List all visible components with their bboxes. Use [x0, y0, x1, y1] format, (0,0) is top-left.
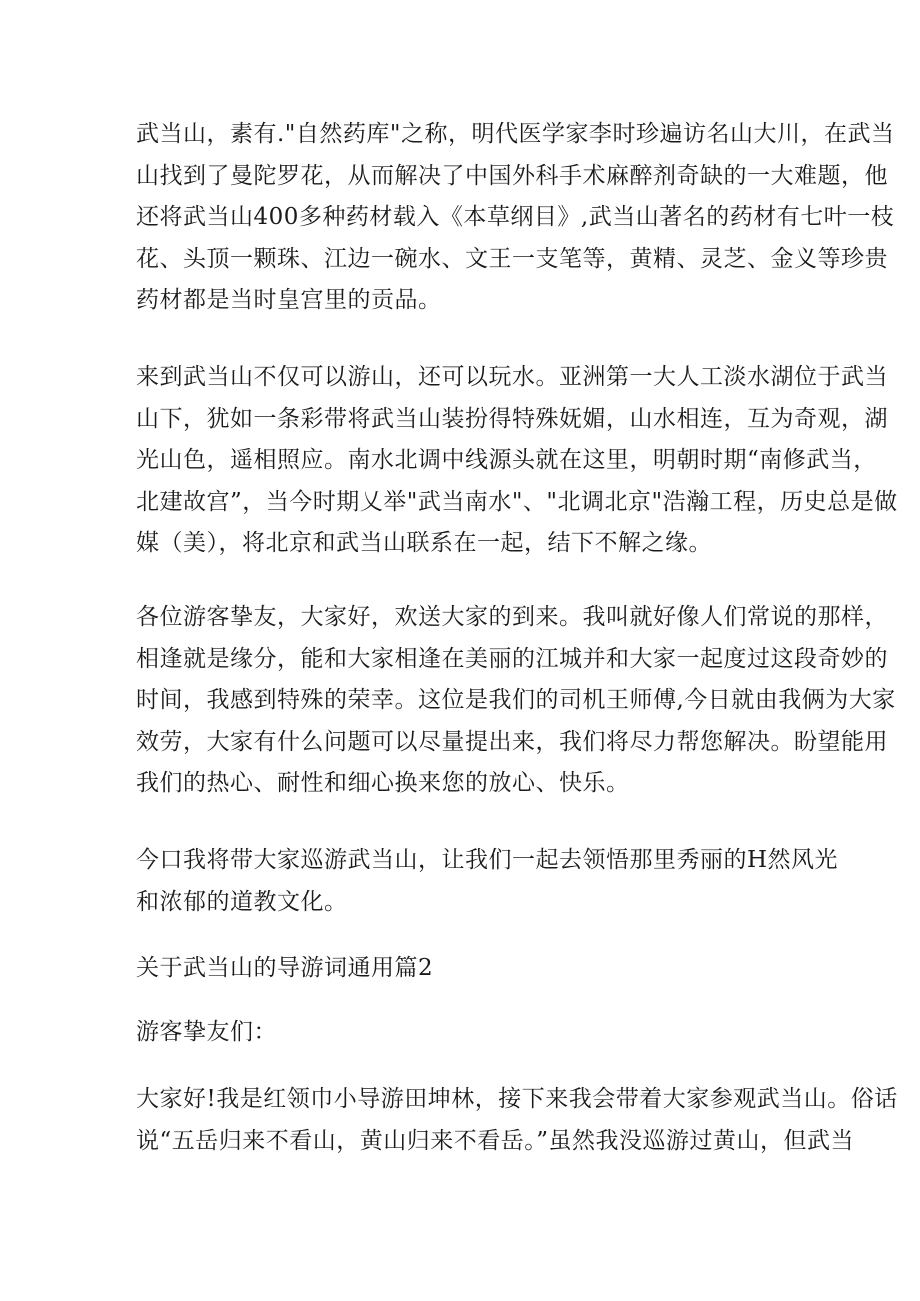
text-line: 花、头顶一颗珠、江边一碗水、文王一支笔等，黄精、灵芝、金义等珍贵 [136, 245, 888, 272]
text-line: 药材都是当时皇宫里的贡品。 [136, 287, 442, 313]
text-line: 大家好!我是红领巾小导游田坤林，接下来我会带着大家参观武当山。俗话 [136, 1086, 898, 1112]
paragraph-tour-intro [136, 840, 839, 923]
text-line: 效劳，大家有什么问题可以尽量提出来，我们将尽力帮您解决。盼望能用 [136, 728, 888, 755]
text-line: 武当山，素有."自然药库"之称，明代医学家李时珍遍访名山大川，在武当 [136, 121, 895, 147]
text-line: 时间，我感到特殊的荣幸。这位是我们的司机王师傅,今日就由我俩为大家 [136, 687, 896, 713]
text-line: 山下，犹如一条彩带将武当山装扮得特殊妩媚，山水相连，互为奇观，湖 [136, 405, 888, 432]
text-line: 说“五岳归来不看山，黄山归来不看岳。”虽然我没巡游过黄山，但武当 [136, 1127, 855, 1154]
text-line: 今口我将带大家巡游武当山，让我们一起去领悟那里秀丽的H然风光 [136, 847, 839, 873]
text-line: 山找到了曼陀罗花，从而解决了中国外科手术麻醉剂奇缺的一大难题，他 [136, 162, 888, 189]
paragraph-welcome [136, 597, 896, 805]
text-line: 和浓郁的道教文化。 [136, 888, 348, 915]
paragraph-water [136, 357, 898, 565]
paragraph-guide-intro [136, 1079, 898, 1162]
text-line: 光山色，遥相照应。南水北调中线源头就在这里，明朝时期“南修武当， [136, 447, 877, 473]
text-line: 媒（美），将北京和武当山联系在一起，结下不解之缘。 [136, 530, 712, 556]
text-line: 游客挚友们： [136, 1019, 277, 1045]
heading-line: 关于武当山的导游词通用篇2 [136, 955, 434, 981]
text-line: 还将武当山400多种药材载入《本草纲目》,武当山著名的药材有七叶一枝 [136, 204, 895, 230]
text-line: 相逢就是缘分，能和大家相逢在美丽的江城并和大家一起度过这段奇妙的 [136, 645, 888, 672]
text-line: 各位游客挚友，大家好，欢送大家的到来。我叫就好像人们常说的那样， [136, 604, 888, 630]
salutation [136, 1012, 796, 1054]
text-line: 北建故宫”，当今时期乂举"武当南水"、"北调北京"浩瀚工程，历史总是做 [136, 488, 898, 515]
text-line: 我们的热心、耐性和细心换来您的放心、快乐。 [136, 770, 630, 796]
section-heading [136, 948, 796, 990]
text-line: 来到武当山不仅可以游山，还可以玩水。亚洲第一大人工淡水湖位于武当 [136, 364, 888, 390]
paragraph-medicine [136, 114, 895, 322]
